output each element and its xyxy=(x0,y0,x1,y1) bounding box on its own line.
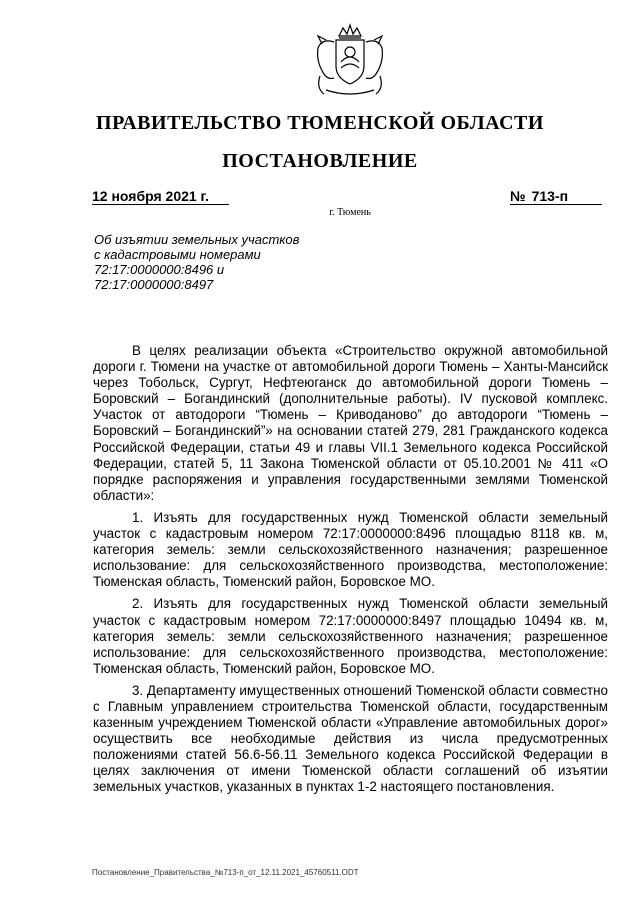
subject-line: 72:17:0000000:8497 xyxy=(94,277,214,292)
clause-paragraph-1: 1. Изъять для государственных нужд Тюменской области земельный участок с кадастровым номером 72:17:0000000:8496 площадью 8118 кв. м, категория земель: земли сельскохозяйственного назначения; разрешенное использование: для сельскохозяйственного производства, местоположение: Тюменская область, Тюменский район, Боровское МО. xyxy=(93,509,608,590)
city-label: г. Тюмень xyxy=(329,207,371,218)
clause-paragraph-2: 2. Изъять для государственных нужд Тюменской области земельный участок с кадастровым номером 72:17:0000000:8497 площадью 10494 кв. м, категория земель: земли сельскохозяйственного назначения; разрешенное использование: для сельскохозяйственного производства, местоположение: Тюменская область, Тюменский район, Боровское МО. xyxy=(93,596,608,676)
document-date: 12 ноября 2021 г. xyxy=(92,188,229,205)
document-subject xyxy=(94,232,299,292)
subject-line: 72:17:0000000:8496 и xyxy=(94,262,225,277)
document-number xyxy=(510,188,602,205)
subject-line: Об изъятии земельных участков xyxy=(94,232,300,247)
subject-line: с кадастровыми номерами xyxy=(94,247,261,262)
preamble-paragraph: В целях реализации объекта «Строительство окружной автомобильной дороги г. Тюмени на участке от автомобильной дороги Тюмень – Ханты-Мансийск через Тобольск, Сургут, Нефтеюганск до автомобильной дороги Тюмень – Боровский – Богандинский (дополнительные работы). IV пусковой комплекс. Участок от автодороги “Тюмень – Криводаново” до автодороги “Тюмень – Боровский – Богандинский”» на основании статей 279, 281 Гражданского кодекса Российской Федерации, статьи 49 и главы VII.1 Земельного кодекса Российской Федерации, статей 5, 11 Закона Тюменской области от 05.10.2001 № 411 «О порядке распоряжения и управления государственными землями Тюменской области»: xyxy=(93,343,608,503)
organization-title: ПРАВИТЕЛЬСТВО ТЮМЕНСКОЙ ОБЛАСТИ xyxy=(96,112,544,134)
footer-filename: Постановление_Правительства_№713-п_от_12.11.2021_45760511.ODT xyxy=(92,868,359,877)
clause-paragraph-3: 3. Департаменту имущественных отношений Тюменской области совместно с Главным управлением строительства Тюменской области, государственным казенным учреждением Тюменской области «Управление автомобильных дорог» осуществить все необходимые действия из числа предусмотренных положениями статей 56.6-56.11 Земельного кодекса Российской Федерации в целях заключения от имени Тюменской области соглашений об изъятии земельных участков, указанных в пунктах 1-2 настоящего постановления. xyxy=(93,682,609,795)
document-type-title: ПОСТАНОВЛЕНИЕ xyxy=(222,150,418,172)
number-label: № xyxy=(510,188,526,204)
coat-of-arms-emblem xyxy=(312,22,388,100)
number-value: 713-п xyxy=(531,188,569,204)
document-body xyxy=(93,343,608,802)
